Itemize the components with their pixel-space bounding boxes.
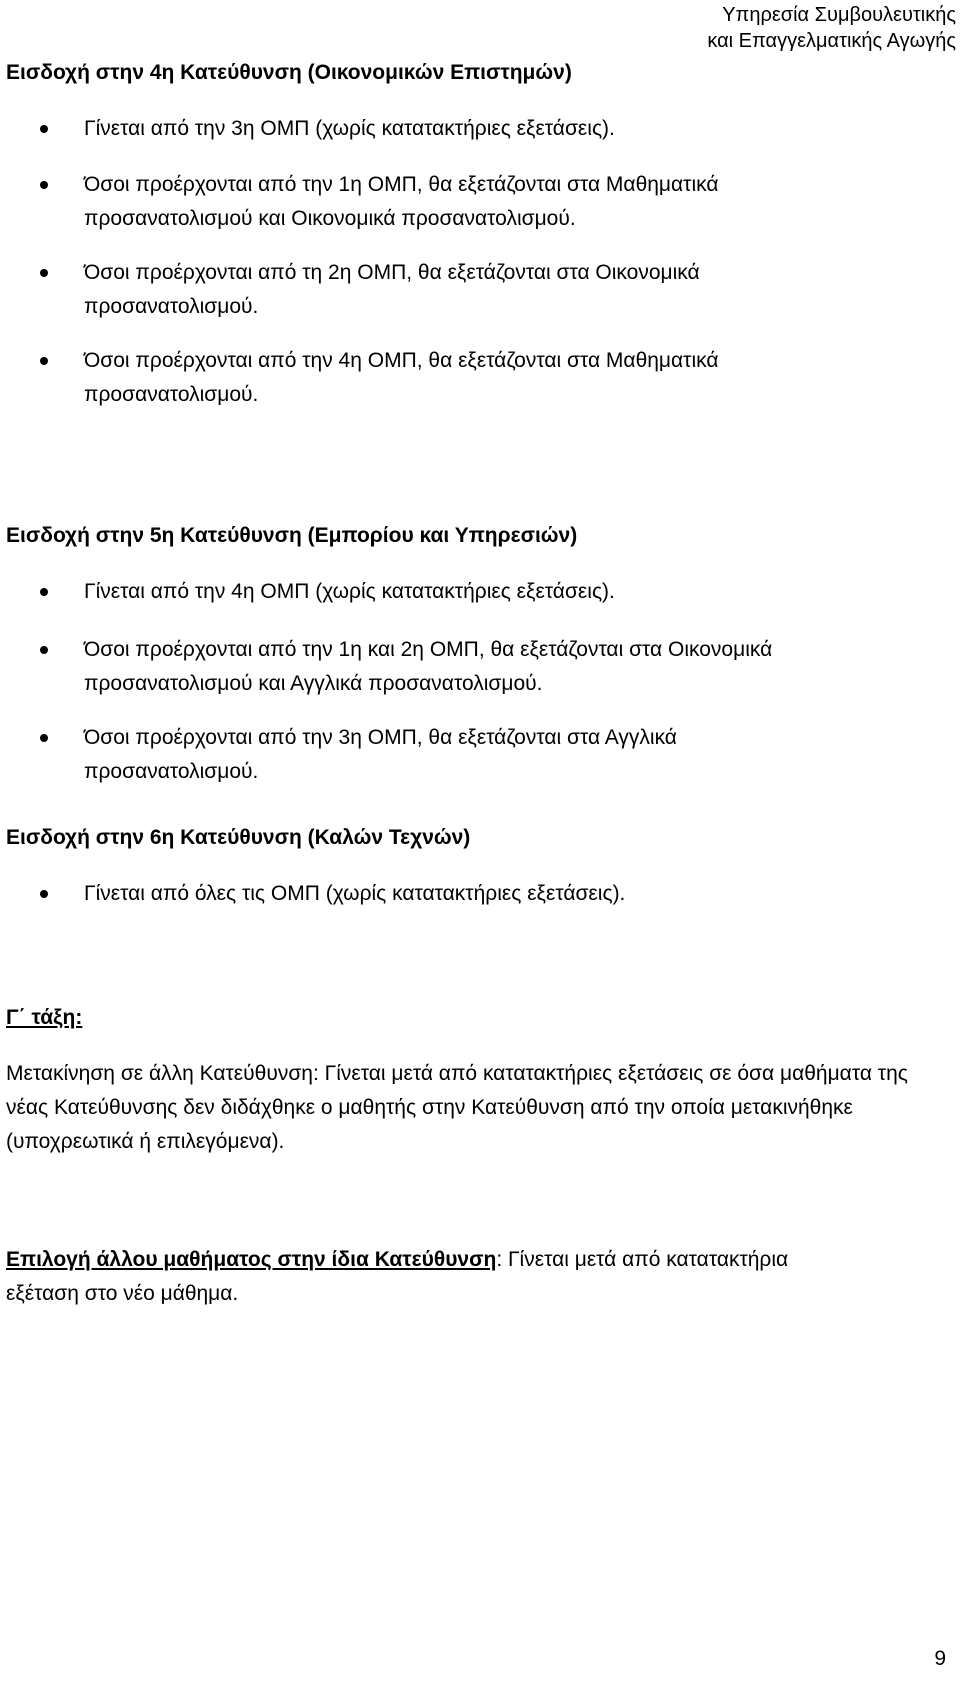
other-subject-text: : Γίνεται μετά από κατατακτήρια εξέταση στο νέο μάθημα. (6, 1248, 789, 1305)
list-item (40, 168, 940, 236)
list-item-text: Όσοι προέρχονται από τη 2η ΟΜΠ, θα εξετάζονται στα Οικονομικά προσανατολισμού. (84, 261, 700, 318)
page-number: 9 (934, 1647, 946, 1670)
bullet-icon (40, 269, 48, 277)
list-item (40, 877, 940, 911)
list-item (40, 575, 940, 609)
transfer-paragraph: Μετακίνηση σε άλλη Κατεύθυνση: Γίνεται μετά από κατατακτήριες εξετάσεις σε όσα μαθήματα της νέας Κατεύθυνσης δεν διδάχθηκε ο μαθητής στην Κατεύθυνση από την οποία μετακινήθηκε (υποχρεωτικά ή επιλεγόμενα). (6, 1062, 908, 1153)
class-c-heading: Γ΄ τάξη: (6, 1006, 83, 1029)
other-subject-paragraph (6, 1243, 826, 1311)
list-item-text: Όσοι προέρχονται από την 3η ΟΜΠ, θα εξετάζονται στα Αγγλικά προσανατολισμού. (84, 726, 677, 783)
list-item-text: Γίνεται από την 4η ΟΜΠ (χωρίς κατατακτήριες εξετάσεις). (84, 580, 615, 603)
bullet-icon (40, 890, 48, 898)
list-item-text: Όσοι προέρχονται από την 1η ΟΜΠ, θα εξετάζονται στα Μαθηματικά προσανατολισμού και Οικονομικά προσανατολισμού. (84, 173, 719, 230)
list-item-text: Γίνεται από όλες τις ΟΜΠ (χωρίς κατατακτήριες εξετάσεις). (84, 882, 626, 905)
other-subject-label: Επιλογή άλλου μαθήματος στην ίδια Κατεύθυνση (6, 1248, 497, 1271)
header-line-2: και Επαγγελματικής Αγωγής (707, 30, 956, 52)
list-item-text: Όσοι προέρχονται από την 1η και 2η ΟΜΠ, θα εξετάζονται στα Οικονομικά προσανατολισμού και Αγγλικά προσανατολισμού. (84, 638, 773, 695)
bullet-icon (40, 588, 48, 596)
bullet-icon (40, 357, 48, 365)
list-item (40, 256, 940, 324)
list-item (40, 721, 940, 789)
section-title-4: Εισδοχή στην 4η Κατεύθυνση (Οικονομικών Επιστημών) (6, 61, 572, 84)
list-item (40, 344, 940, 412)
bullet-icon (40, 181, 48, 189)
section-title-6: Εισδοχή στην 6η Κατεύθυνση (Καλών Τεχνών) (6, 826, 471, 849)
list-item-text: Γίνεται από την 3η ΟΜΠ (χωρίς κατατακτήριες εξετάσεις). (84, 117, 615, 140)
page-header (707, 2, 956, 54)
header-line-1: Υπηρεσία Συμβουλευτικής (722, 4, 956, 26)
list-item (40, 112, 940, 146)
bullet-icon (40, 125, 48, 133)
bullet-icon (40, 646, 48, 654)
list-item (40, 633, 940, 701)
section-title-5: Εισδοχή στην 5η Κατεύθυνση (Εμπορίου και Υπηρεσιών) (6, 524, 578, 547)
list-item-text: Όσοι προέρχονται από την 4η ΟΜΠ, θα εξετάζονται στα Μαθηματικά προσανατολισμού. (84, 349, 719, 406)
bullet-icon (40, 734, 48, 742)
